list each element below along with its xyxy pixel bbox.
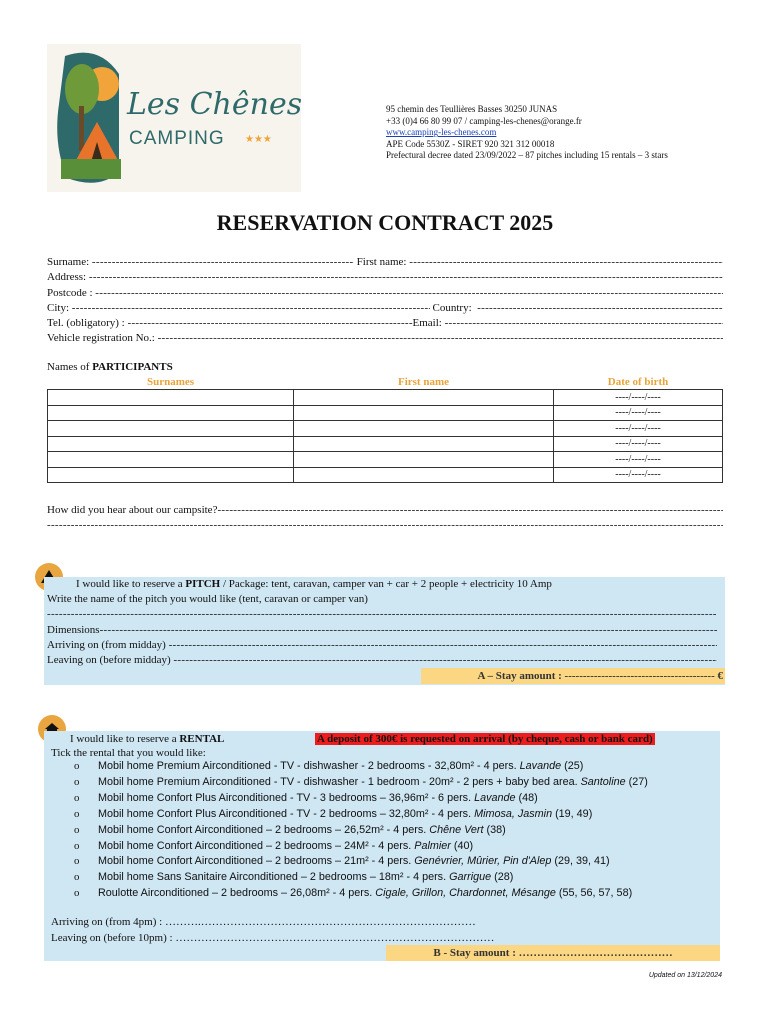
dimensions-label: Dimensions: [47, 623, 100, 636]
country-label: Country:: [432, 301, 472, 314]
rental-numbers: (55, 56, 57, 58): [555, 887, 633, 900]
dob-cell[interactable]: ----/----/----: [554, 421, 723, 437]
rental-option[interactable]: [74, 775, 648, 791]
tel-label: Tel. (obligatory) :: [47, 317, 125, 330]
contact-phone-email: +33 (0)4 66 80 99 07 / camping-les-chenes@orange.fr: [386, 115, 582, 126]
first-name-cell[interactable]: [294, 467, 554, 483]
checkbox-bullet[interactable]: o: [74, 791, 80, 804]
rental-dates: [51, 914, 494, 946]
hear-about-field-2[interactable]: [47, 518, 723, 533]
rental-text: Mobil home Confort Airconditioned – 2 bedrooms – 21m² - 4 pers.: [98, 855, 415, 868]
rental-name: Palmier: [414, 839, 451, 852]
participants-bold: PARTICIPANTS: [92, 361, 173, 373]
checkbox-bullet[interactable]: o: [74, 760, 80, 772]
col-first-name: First name: [397, 376, 449, 388]
address-label: Address:: [47, 271, 87, 284]
rental-text: Mobil home Premium Airconditioned - TV - dishwasher - 2 bedrooms - 32,80m² - 4 pers.: [98, 760, 520, 772]
table-row: [48, 467, 723, 483]
pitch-arriving-field[interactable]: [169, 638, 717, 653]
pitch-stay-amount[interactable]: A – Stay amount : ----------------------------------------- €: [421, 668, 725, 684]
updated-date: Updated on 13/12/2024: [648, 972, 722, 979]
postcode-row: [47, 286, 723, 301]
first-name-label: First name:: [356, 256, 407, 268]
checkbox-bullet[interactable]: o: [74, 839, 80, 852]
pitch-line1: [47, 577, 717, 592]
rental-numbers: (27): [625, 775, 648, 788]
pitch-arriving-label: Arriving on (from midday): [47, 638, 166, 651]
vehicle-row: [47, 331, 723, 346]
hear-about-section: [47, 503, 723, 533]
first-name-cell[interactable]: [294, 452, 554, 468]
participants-header-row: [48, 375, 723, 390]
city-field[interactable]: [72, 301, 430, 316]
checkbox-bullet[interactable]: o: [74, 887, 80, 900]
rental-option[interactable]: [74, 870, 648, 886]
pitch-section: [44, 577, 725, 685]
rental-numbers: (38): [483, 823, 506, 836]
rental-options-list: [74, 759, 648, 902]
rental-line1-prefix: I would like to reserve a: [70, 733, 177, 745]
pitch-leaving-label: Leaving on (before midday): [47, 654, 171, 667]
table-row: [48, 436, 723, 452]
rental-text: Mobil home Confort Plus Airconditioned - TV - 3 bedrooms – 36,96m² - 6 pers.: [98, 791, 475, 804]
pitch-bold: PITCH: [185, 578, 221, 590]
dob-cell[interactable]: ----/----/----: [554, 452, 723, 468]
contact-block: [386, 104, 668, 162]
address-row: [47, 270, 723, 285]
surname-row: [47, 255, 723, 270]
rental-text: Mobil home Sans Sanitaire Airconditioned – 2 bedrooms – 18m² - 4 pers.: [98, 871, 450, 884]
rental-name: Lavande: [519, 760, 562, 772]
first-name-field[interactable]: [409, 255, 723, 270]
postcode-field[interactable]: [95, 286, 723, 301]
dob-cell[interactable]: ----/----/----: [554, 467, 723, 483]
rental-tick-label: Tick the rental that you would like:: [51, 747, 206, 759]
rental-name: Santoline: [580, 775, 626, 788]
rental-text: Mobil home Premium Airconditioned - TV - dishwasher - 1 bedroom - 20m² - 2 pers + baby bed area.: [98, 775, 581, 788]
surname-cell[interactable]: [48, 421, 294, 437]
table-row: [48, 421, 723, 437]
pitch-line1-suffix: / Package: tent, caravan, camper van + car + 2 people + electricity 10 Amp: [222, 578, 552, 590]
city-row: [47, 301, 723, 316]
rental-numbers: (40): [450, 839, 474, 852]
contact-address: 95 chemin des Teullières Basses 30250 JUNAS: [386, 104, 558, 114]
checkbox-bullet[interactable]: o: [74, 871, 80, 884]
rental-arriving[interactable]: Arriving on (from 4pm) : ……….…………………………………………………………………: [51, 916, 476, 928]
hear-about-field[interactable]: [217, 503, 723, 518]
page-title: RESERVATION CONTRACT 2025: [216, 210, 554, 235]
table-row: [48, 405, 723, 421]
surname-cell[interactable]: [48, 390, 294, 406]
rental-numbers: (48): [515, 791, 538, 804]
rental-option[interactable]: [74, 791, 648, 807]
logo-camping: CAMPING: [129, 128, 225, 149]
rental-name: Garrigue: [449, 871, 492, 884]
logo-stars: ★★★: [245, 134, 272, 145]
rental-name: Mimosa, Jasmin: [474, 807, 553, 820]
rental-text: Mobil home Confort Airconditioned – 2 bedrooms – 24M² - 4 pers.: [98, 839, 415, 852]
address-field[interactable]: [89, 270, 723, 285]
website-link[interactable]: www.camping-les-chenes.com: [386, 127, 497, 138]
rental-numbers: (19, 49): [552, 807, 593, 820]
pitch-leaving-field[interactable]: [173, 653, 717, 668]
participants-prefix: Names of: [47, 361, 90, 373]
rental-section: [44, 731, 720, 961]
contact-ape: APE Code 5530Z - SIRET 920 321 312 00018: [386, 138, 555, 149]
table-row: [48, 452, 723, 468]
surname-cell[interactable]: [48, 405, 294, 421]
dob-cell[interactable]: ----/----/----: [554, 436, 723, 452]
personal-info-form: [47, 255, 723, 347]
pitch-line1-prefix: I would like to reserve a: [76, 578, 183, 590]
rental-text: Roulotte Airconditioned – 2 bedrooms – 26,08m² - 4 pers.: [98, 887, 376, 900]
surname-label: Surname:: [47, 256, 90, 268]
rental-name: Genévrier, Mûrier, Pin d'Alep: [414, 855, 552, 868]
rental-option[interactable]: [74, 807, 648, 823]
first-name-cell[interactable]: [294, 436, 554, 452]
surname-field[interactable]: [92, 255, 354, 270]
checkbox-bullet[interactable]: o: [74, 823, 80, 836]
rental-stay-amount[interactable]: B - Stay amount : ……………………………………: [386, 945, 720, 961]
rental-numbers: (28): [491, 871, 514, 884]
hear-about-label: How did you hear about our campsite?: [47, 504, 218, 516]
rental-option[interactable]: [74, 759, 648, 775]
dob-cell[interactable]: ----/----/----: [554, 390, 723, 406]
tel-field[interactable]: [128, 316, 413, 331]
dimensions-field[interactable]: [100, 623, 717, 638]
email-label: Email:: [412, 317, 442, 330]
campsite-logo: [47, 44, 301, 192]
rental-line1: [70, 733, 224, 745]
participants-table: [47, 375, 723, 483]
checkbox-bullet[interactable]: o: [74, 855, 80, 868]
email-field[interactable]: [445, 316, 723, 331]
postcode-label: Postcode :: [47, 286, 93, 299]
rental-option[interactable]: [74, 854, 648, 870]
city-label: City:: [47, 301, 70, 314]
vehicle-field[interactable]: [158, 331, 723, 346]
deposit-notice: A deposit of 300€ is requested on arrival (by cheque, cash or bank card): [317, 733, 653, 745]
surname-cell[interactable]: [48, 436, 294, 452]
rental-numbers: (25): [561, 760, 584, 772]
surname-cell[interactable]: [48, 467, 294, 483]
rental-name: Lavande: [474, 791, 516, 804]
pitch-line2: Write the name of the pitch you would like (tent, caravan or camper van): [47, 593, 368, 606]
col-surnames: Surnames: [146, 376, 195, 388]
first-name-cell[interactable]: [294, 421, 554, 437]
rental-name: Chêne Vert: [429, 823, 484, 836]
rental-text: Mobil home Confort Airconditioned – 2 bedrooms – 26,52m² - 4 pers.: [98, 823, 430, 836]
surname-cell[interactable]: [48, 452, 294, 468]
rental-option[interactable]: [74, 823, 648, 839]
rental-text: Mobil home Confort Plus Airconditioned - TV - 2 bedrooms – 32,80m² - 4 pers.: [98, 807, 475, 820]
logo-name: Les Chênes: [127, 87, 301, 122]
tel-row: [47, 316, 723, 331]
contact-decree: Prefectural decree dated 23/09/2022 – 87 pitches including 15 rentals – 3 stars: [386, 150, 668, 161]
checkbox-bullet[interactable]: o: [74, 775, 80, 788]
rental-numbers: (29, 39, 41): [551, 855, 610, 868]
first-name-cell[interactable]: [294, 405, 554, 421]
checkbox-bullet[interactable]: o: [74, 807, 80, 820]
first-name-cell[interactable]: [294, 390, 554, 406]
vehicle-label: Vehicle registration No.:: [47, 332, 155, 345]
pitch-name-field[interactable]: [47, 607, 717, 622]
rental-option[interactable]: [74, 886, 648, 902]
participants-heading: [47, 361, 173, 373]
rental-leaving[interactable]: Leaving on (before 10pm) : ……………………………………………………………………………: [51, 932, 495, 944]
col-dob: Date of birth: [607, 376, 669, 388]
dob-cell[interactable]: ----/----/----: [554, 405, 723, 421]
rental-name: Cigale, Grillon, Chardonnet, Mésange: [375, 887, 556, 900]
rental-option[interactable]: [74, 839, 648, 855]
table-row: [48, 390, 723, 406]
country-field[interactable]: [477, 301, 723, 316]
rental-bold: RENTAL: [179, 733, 225, 745]
